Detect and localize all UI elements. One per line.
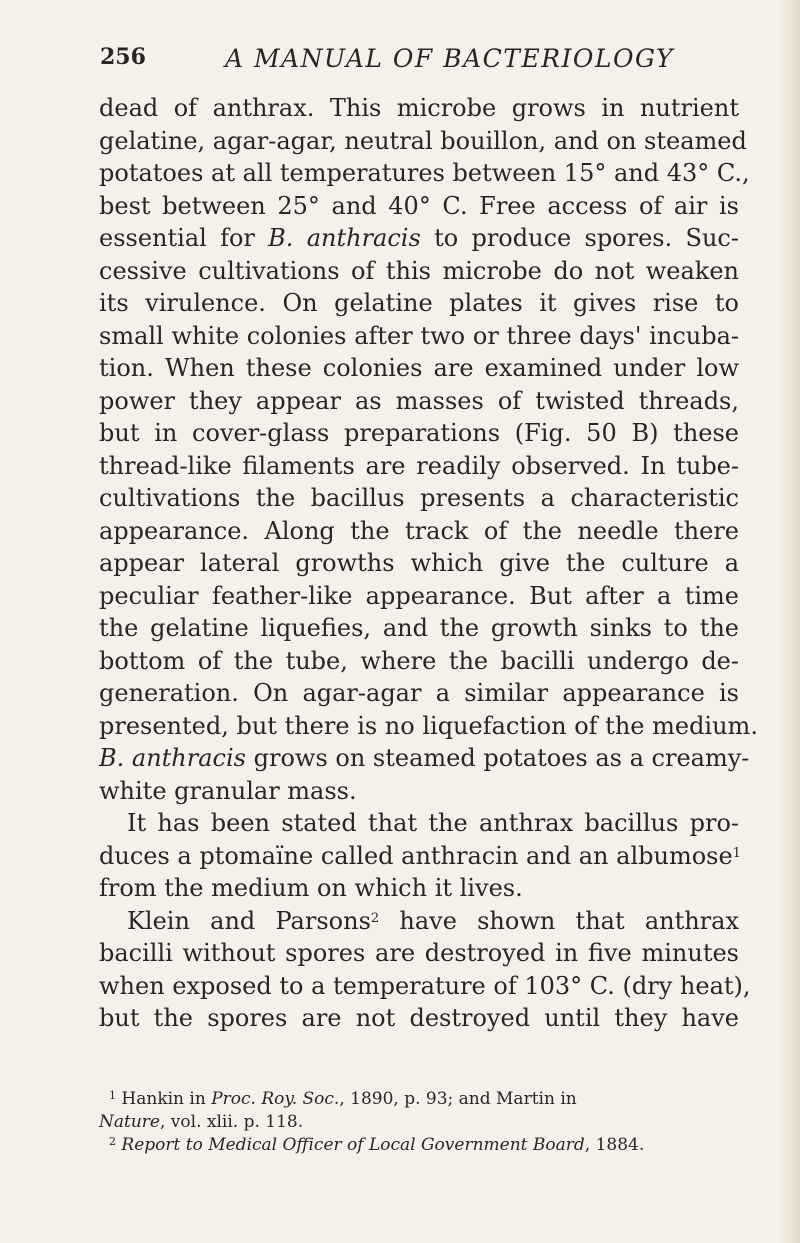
page-number: 256 [100, 44, 146, 70]
line-text: its virulence. On gelatine plates it gives rise to [99, 289, 739, 317]
text-line [99, 157, 750, 190]
line-text: appear lateral growths which give the culture a [99, 549, 739, 577]
body-text [99, 92, 758, 1035]
footnote-line [99, 1111, 739, 1134]
text-line [99, 970, 751, 1003]
text-line [99, 710, 758, 743]
line-text: tion. When these colonies are examined under low [99, 354, 739, 382]
footnote-number: 1 [109, 1089, 116, 1102]
text-line [99, 287, 739, 320]
line-text: white granular mass. [99, 776, 357, 805]
line-text: small white colonies after two or three days' incuba- [99, 321, 739, 350]
text-line [99, 775, 739, 808]
text-line [99, 547, 739, 580]
line-text: but in cover-glass preparations (Fig. 50 B) these [99, 419, 739, 447]
footnote-ref: 1 [732, 845, 741, 861]
text-line [99, 515, 739, 548]
line-text: appearance. Along the track of the needle there [99, 516, 739, 545]
footnote-text: , vol. xlii. p. 118. [159, 1112, 304, 1132]
text-line [99, 417, 739, 450]
text-line [99, 92, 739, 125]
line-text: but the spores are not destroyed until they have [99, 1004, 739, 1032]
footnote-line [99, 1134, 739, 1157]
text-line [99, 905, 739, 938]
line-text: best between 25° and 40° C. Free access of air is [99, 191, 739, 220]
line-text: peculiar feather-like appearance. But after a time [99, 581, 739, 610]
text-line [99, 612, 739, 645]
line-text: the gelatine liquefies, and the growth sinks to the [99, 614, 739, 642]
line-text: bacilli without spores are destroyed in five minutes [99, 939, 739, 967]
text-line [99, 352, 739, 385]
line-text: power they appear as masses of twisted threads, [99, 386, 739, 415]
line-text: Klein and Parsons [127, 906, 371, 935]
text-line [99, 580, 739, 613]
text-line [99, 385, 739, 418]
line-text: have shown that anthrax [379, 906, 739, 935]
line-text: essential for [99, 224, 269, 252]
page-header [100, 44, 740, 84]
text-line [99, 1002, 739, 1035]
text-line [99, 190, 739, 223]
footnote-text: , 1884. [584, 1135, 645, 1155]
citation-title: Nature [99, 1112, 160, 1132]
footnote-ref: 2 [370, 910, 380, 926]
text-line [99, 645, 739, 678]
text-line [99, 840, 739, 873]
line-text: when exposed to a temperature of 103° C. (dry heat), [99, 971, 751, 1000]
page-edge-shadow [778, 0, 800, 1243]
text-line [99, 125, 747, 158]
text-line [99, 482, 739, 515]
line-text: thread-like filaments are readily observed. In tube- [99, 451, 739, 480]
text-line [99, 677, 739, 710]
line-text: generation. On agar-agar a similar appearance is [99, 679, 739, 707]
text-line [99, 807, 739, 840]
line-text: cultivations the bacillus presents a characteristic [99, 484, 739, 512]
line-text: cessive cultivations of this microbe do not weaken [99, 256, 739, 285]
footnotes [99, 1088, 739, 1157]
citation-title: Report to Medical Officer of Local Government Board [121, 1135, 585, 1155]
line-text: duces a ptomaïne called anthracin and an albumose [99, 841, 733, 870]
species-name: B. anthracis [268, 224, 421, 252]
footnote-number: 2 [109, 1135, 116, 1148]
citation-title: Proc. Roy. Soc. [211, 1089, 340, 1109]
text-line [99, 742, 750, 775]
line-text: to produce spores. Suc- [420, 224, 739, 252]
line-text: grows on steamed potatoes as a creamy- [245, 744, 750, 772]
text-line [99, 937, 739, 970]
footnote-text: , 1890, p. 93; and Martin in [339, 1089, 577, 1109]
line-text: dead of anthrax. This microbe grows in nutrient [99, 94, 739, 122]
text-line [99, 320, 739, 353]
running-title: A MANUAL OF BACTERIOLOGY [225, 44, 675, 73]
line-text: potatoes at all temperatures between 15° and 43° C., [99, 159, 750, 187]
text-line [99, 450, 739, 483]
line-text: It has been stated that the anthrax bacillus pro- [127, 809, 739, 837]
footnote-text: Hankin in [116, 1089, 212, 1109]
line-text: from the medium on which it lives. [99, 874, 523, 902]
text-line [99, 872, 739, 905]
line-text: presented, but there is no liquefaction of the medium. [99, 711, 758, 740]
line-text: bottom of the tube, where the bacilli undergo de- [99, 646, 739, 675]
text-line [99, 255, 739, 288]
footnote-line [99, 1088, 739, 1111]
line-text: gelatine, agar-agar, neutral bouillon, and on steamed [99, 126, 747, 155]
species-name: B. anthracis [99, 744, 246, 772]
text-line [99, 222, 739, 255]
